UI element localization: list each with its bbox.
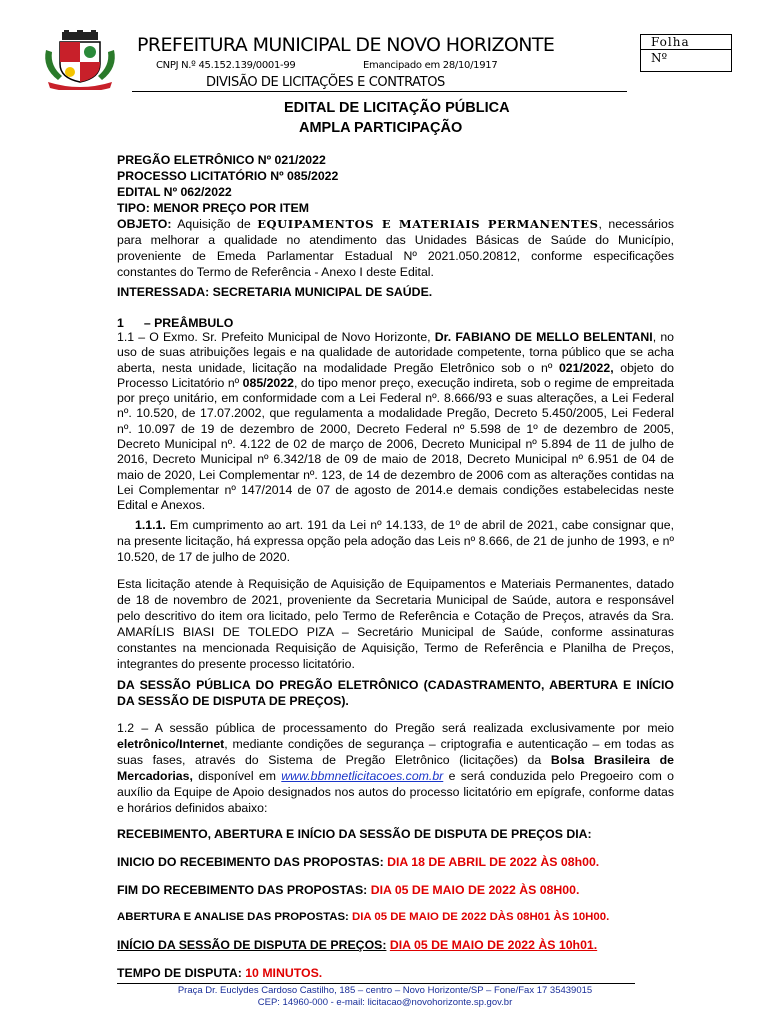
preambulo-paragraph: [117, 330, 674, 514]
objeto-label: OBJETO:: [117, 217, 172, 231]
disputa-value: DIA 05 DE MAIO DE 2022 ÀS 10h01.: [389, 938, 598, 952]
sessao-heading: DA SESSÃO PÚBLICA DO PREGÃO ELETRÔNICO (CADASTRAMENTO, ABERTURA E INÍCIO DA SESSÃO DE DISPUTA DE PREÇOS).: [117, 678, 674, 708]
paragraph-1-1-1: [117, 517, 674, 565]
sessao-text-d: e será conduzida pelo Pregoeiro com o auxílio da Equipe de Apoio designados nos autos do processo licitatório em epígrafe, conforme datas e horários definidos abaixo:: [117, 769, 674, 815]
inicio-value: DIA 18 DE ABRIL DE 2022 ÀS 08h00.: [387, 855, 600, 869]
tempo-value: 10 MINUTOS.: [245, 966, 323, 980]
pregao-number: PREGÃO ELETRÔNICO Nº 021/2022: [117, 153, 326, 167]
fim-label: FIM DO RECEBIMENTO DAS PROPOSTAS:: [117, 883, 371, 897]
sessao-bold-1: eletrônico/Internet: [117, 737, 225, 751]
municipal-coat-of-arms-logo: [40, 30, 120, 90]
bbmnet-link[interactable]: www.bbmnetlicitacoes.com.br: [281, 769, 444, 783]
abertura-label: ABERTURA E ANALISE DAS PROPOSTAS:: [117, 911, 352, 923]
cnpj-number: CNPJ N.º 45.152.139/0001-99: [156, 60, 296, 71]
page-number-stamp: [640, 34, 732, 72]
schedule-heading: RECEBIMENTO, ABERTURA E INÍCIO DA SESSÃO DE DISPUTA DE PREÇOS DIA:: [117, 827, 592, 841]
stamp-divider: [641, 49, 731, 50]
abertura-value: DIA 05 DE MAIO DE 2022 DÀS 08H01 ÀS 10H00.: [352, 911, 610, 923]
pregao-ref: 021/2022,: [558, 360, 614, 375]
objeto-text-pre: Aquisição de: [171, 217, 258, 231]
processo-ref: 085/2022: [242, 375, 294, 390]
header-divider: [132, 91, 627, 92]
heading-text: – PREÂMBULO: [143, 316, 234, 330]
tipo-licitacao: TIPO: MENOR PREÇO POR ITEM: [117, 201, 309, 215]
p1-text-a: 1.1 – O Exmo. Sr. Prefeito Municipal de Novo Horizonte,: [117, 330, 435, 344]
footer-divider: [117, 983, 635, 984]
inicio-label: INICIO DO RECEBIMENTO DAS PROPOSTAS:: [117, 855, 388, 869]
schedule-tempo: [117, 965, 674, 981]
document-title: EDITAL DE LICITAÇÃO PÚBLICA: [284, 100, 510, 116]
heading-number: 1: [117, 316, 124, 330]
objeto-highlight: EQUIPAMENTOS E MATERIAIS PERMANENTES: [257, 217, 599, 231]
objeto-paragraph: [117, 216, 674, 280]
division-name: DIVISÃO DE LICITAÇÕES E CONTRATOS: [206, 75, 445, 90]
p111-number: 1.1.1.: [135, 518, 166, 532]
mayor-name: Dr. FABIANO DE MELLO BELENTANI: [434, 330, 653, 344]
p111-text: Em cumprimento ao art. 191 da Lei nº 14.133, de 1º de abril de 2021, cabe consignar que, na presente licitação, há expressa opção pela adoção das Leis nº 8.666, de 21 de junho de 1993, e nº 10.520, de 17 de julho de 2020.: [117, 518, 674, 564]
preambulo-heading: [117, 315, 674, 331]
sessao-bold-2: Bolsa Brasileira de Mercadorias,: [117, 753, 674, 783]
tempo-label: TEMPO DE DISPUTA:: [117, 966, 246, 980]
disputa-label: INÍCIO DA SESSÃO DE DISPUTA DE PREÇOS:: [117, 938, 387, 952]
requisicao-paragraph: Esta licitação atende à Requisição de Aquisição de Equipamentos e Materiais Permanentes, datado de 18 de novembro de 2021, proveniente da Secretaria Municipal de Saúde, autora e responsável pelo descritivo do item ora licitado, pelo Termo de Referência e Cotação de Preços, através da Sra. AMARÍLIS BIASI DE TOLEDO PIZA – Secretário Municipal de Saúde, conforme assinaturas constantes na mencionada Requisição de Aquisição, Termo de Referência e Planilha de Preços, integrantes do presente processo licitatório.: [117, 577, 674, 671]
schedule-fim: [117, 882, 674, 898]
p1-text-b: , no uso de suas atribuições legais e na qualidade de autoridade competente, torna público que se acha aberta, nesta unidade, licitação na modalidade Pregão Eletrônico sob o nº: [117, 330, 674, 375]
processo-number: PROCESSO LICITATÓRIO Nº 085/2022: [117, 169, 339, 183]
fim-value: DIA 05 DE MAIO DE 2022 ÀS 08H00.: [370, 883, 580, 897]
interessada: INTERESSADA: SECRETARIA MUNICIPAL DE SAÚDE.: [117, 285, 433, 299]
schedule-abertura: [117, 909, 674, 925]
sessao-paragraph: [117, 720, 674, 816]
sessao-text-c: disponível em: [192, 769, 282, 783]
objeto-text-post: , necessários para melhorar a qualidade no atendimento das Unidades Básicas de Saúde do Município, proveniente de Emeda Parlamentar Estadual Nº 2021.050.20812, conforme especificações constantes do Termo de Referência - Anexo I deste Edital.: [117, 217, 674, 279]
numero-label: Nº: [651, 51, 668, 65]
edital-number: EDITAL Nº 062/2022: [117, 185, 232, 199]
footer-address: Praça Dr. Euclydes Cardoso Castilho, 185 – centro – Novo Horizonte/SP – Fone/Fax 17 35439015: [177, 985, 593, 996]
schedule-disputa: [117, 937, 674, 953]
document-subtitle: AMPLA PARTICIPAÇÃO: [299, 120, 463, 136]
p1-text-d: , do tipo menor preço, execução indireta, sob o regime de empreitada por preço unitário, em conformidade com a Lei Federal nº. 8.666/93 e suas alterações, a Lei Federal nº. 10.520, de 17.07.2002, que regulamenta a modalidade Pregão, Decreto 5.450/2005, Lei Federal nº. 10.097 de 19 de dezembro de 2000, Decreto Federal nº 5.598 de 1º de dezembro de 2005, Decreto Municipal nº. 4.122 de 02 de março de 2006, Decreto Municipal nº 5.894 de 11 de julho de 2016, Decreto Municipal nº 6.342/18 de 09 de maio de 2018, Decreto Municipal nº 6.951 de 04 de maio de 2020, Lei Complementar nº. 123, de 14 de dezembro de 2006 com as alterações contidas na Lei Complementar nº 147/2014 de 07 de agosto de 2014.e demais condições estabelecidas neste Edital e Anexos.: [117, 375, 675, 513]
folha-label: Folha: [651, 35, 690, 49]
emancipation-date: Emancipado em 28/10/1917: [363, 60, 498, 71]
municipality-name: PREFEITURA MUNICIPAL DE NOVO HORIZONTE: [137, 34, 555, 56]
p1-text-c: objeto do Processo Licitatório nº: [117, 360, 674, 390]
sessao-text-a: 1.2 – A sessão pública de processamento do Pregão será realizada exclusivamente por meio: [117, 721, 674, 735]
sessao-text-b: , mediante condições de segurança – criptografia e autenticação – em todas as suas fases, através do Sistema de Pregão Eletrônico (licitações) da: [117, 737, 674, 767]
schedule-inicio: [117, 854, 674, 870]
footer-contact: CEP: 14960-000 - e-mail: licitacao@novohorizonte.sp.gov.br: [257, 997, 513, 1008]
